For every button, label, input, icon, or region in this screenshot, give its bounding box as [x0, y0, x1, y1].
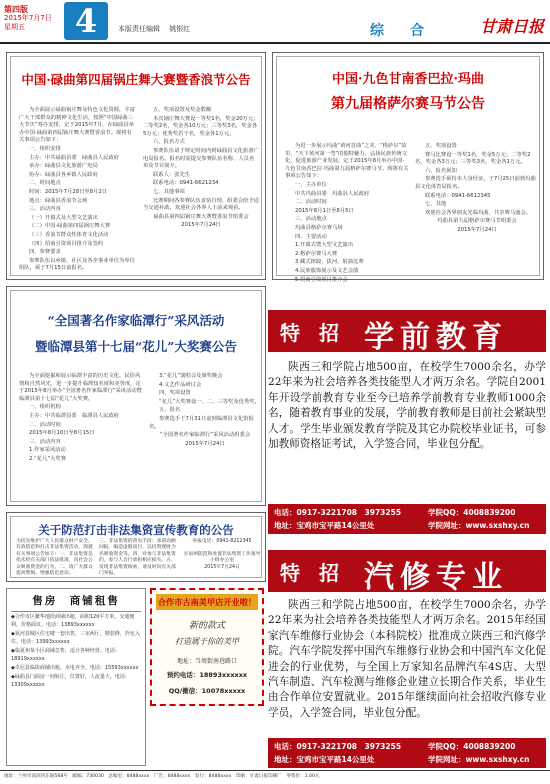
ad-address: 地址：宝鸡市宝平路14公里处 — [274, 521, 375, 530]
paragraph: 中共玛曲县委 玛曲县人民政府 — [295, 190, 370, 197]
paragraph: 2015年8月1日至8月5日 — [295, 207, 354, 214]
classifieds-list — [11, 613, 143, 763]
page-number: 4 — [64, 2, 108, 40]
auto-repair-ad-body: 陕西三和学院占地500亩，在校学生7000余名，办学22年来为社会培养各类技能型人才两万余名。2015年经国家汽车维修行业协会（本科院校）批准成立陕西三和汽修学院。汽车学院发挥中国汽车维修行业协会和中国汽车文化促进会的行业优势，与全国上万家知名品牌汽车4S店、大型汽车制造、汽车检测与维修企业建立长期合作关系，毕业生由合作单位安置就业。2015年继续面向社会招收汽修专业学员，入学签合同，毕业包分配。 — [268, 599, 546, 719]
ad-phone: 电话：0917-3221708 3973255 — [274, 742, 402, 751]
classified-item: ◆碌曲县门面房一间转让，位置好，人流量大。电话：13309xxxxxx — [11, 674, 130, 688]
paragraph: 四、主要活动 — [295, 233, 327, 240]
paragraph: 二、时间地点 — [29, 180, 61, 187]
paragraph: 联系电话：0941-6612345 — [425, 192, 491, 199]
ad-slogan: 打造属于你的美甲 — [175, 637, 239, 646]
paragraph: 五、奖项设置及奖金数额 — [153, 107, 212, 113]
ad-qq: 学院QQ：4008839200 — [428, 742, 516, 751]
paragraph: 比赛期间各参赛队伍食宿自理，组委会给予适当交通补助。欢迎社会各界人士前来观看。 — [143, 197, 259, 212]
paragraph: （一）开幕式及大型文艺演出 — [29, 214, 98, 221]
notice-col1: 为切实维护广大人民群众财产安全，有效防范和打击非法集资活动，现就有关事项公告如下：一、非法集资是指未经有关部门依法批准，向社会公众吸收资金的行为。二、请广大群众提高警惕，增强防范意识。 — [16, 539, 93, 577]
ad-qq: QQ/微信：10078xxxxx — [168, 687, 246, 695]
paragraph: 为全面展示碌曲锅庄舞及特色文化资源，丰富广大干部群众的精神文化生活，按照“中国碌曲三大节庆”筹办安排，定于2015年7月，在碌曲县举办中国·碌曲第四届锅庄舞大赛暨香浪节。现将有关事项公告如下： — [19, 107, 135, 144]
announcement-title-line1: “全国著名作家临潭行”采风活动 — [47, 313, 225, 328]
ad-address: 地址：宝鸡市宝平路14公里处 — [274, 755, 375, 764]
announcement-body-col1 — [285, 143, 409, 283]
paragraph: 欢迎社会各界朋友光临玛曲，共享赛马盛会。 — [425, 209, 531, 216]
announcement-title: 中国·碌曲第四届锅庄舞大赛暨香浪节公告 — [21, 72, 251, 87]
paragraph: （二）中国·碌曲第四届锅庄舞大赛 — [29, 223, 111, 230]
ad-website: 学院网址：www.sxshxy.cn — [428, 755, 530, 764]
paragraph: “花儿”大奖赛设一、二、三等奖及优秀奖。 — [159, 398, 260, 405]
announcement-body-col1 — [19, 373, 143, 501]
signature: 碌曲县第四届锅庄舞大赛暨香浪节组委会 — [153, 213, 249, 220]
classified-item: ◆卓尼县临街商铺出租，水电齐全。电话：15593xxxxxx — [11, 665, 139, 671]
paragraph: 三、活动内容 — [29, 206, 61, 213]
editor-credit: 本版责任编辑 姚银红 — [118, 25, 191, 33]
paragraph: 六、报名方式 — [153, 139, 185, 146]
notice-col3: 举报电话：0941-8212345 甘南州防范和处置非法集资工作领导小组办公室 2015年7月24日 — [183, 539, 261, 570]
paragraph: 四、奖项设置 — [159, 390, 191, 397]
paragraph: 三、活动内容 — [29, 438, 61, 445]
paragraph: 1.开幕式暨大型文艺演出 — [295, 242, 354, 249]
paragraph: 2.“花儿”大奖赛 — [29, 455, 67, 462]
classified-item: ◆临夏州某小区商铺急售，适合各种经营。电话：18919xxxxxx — [11, 648, 120, 662]
paragraph: （四）招商引资项目推介及签约 — [29, 240, 104, 247]
paragraph: 时间：2015年7月28日至8月2日 — [29, 188, 108, 195]
announcement-title-line2: 第九届格萨尔赛马节公告 — [331, 96, 485, 112]
announcement-body-col1 — [19, 107, 137, 275]
paragraph: 参赛选手于7月31日前到临潭县文化馆报名。 — [149, 415, 254, 430]
paragraph: 七、其他事项 — [153, 188, 185, 195]
paragraph: （三）香浪节群众性体育文化活动 — [29, 231, 109, 238]
divider — [11, 611, 141, 612]
paragraph: 五、报名 — [159, 407, 181, 414]
ad-title: 合作市古南美甲店开业啦！ — [156, 594, 258, 610]
announcement-body-col2 — [149, 373, 261, 501]
date-line: 2015年7月24日 — [457, 226, 497, 233]
announcement-title-line1: 中国·九色甘南香巴拉·玛曲 — [331, 72, 485, 87]
paragraph: 为进一步展示玛曲“黄河首曲”之美、“格萨尔”故里、“天下黄河第一弯”的独特魅力，弘扬民族传统文化，促进旅游产业发展，定于2015年8月举办中国·九色甘南香巴拉·玛曲第九届格萨尔赛马节。现将有关事项公告如下： — [285, 143, 409, 180]
paragraph: 本次锅庄舞大赛设一等奖1名，奖金20万元；二等奖2名，奖金各10万元；三等奖3名，奖金各5万元；优秀奖若干名，奖金各1万元。 — [143, 115, 259, 137]
ad-phone: 预约电话：18893xxxxxx — [166, 671, 248, 679]
notice-col2: 三、非法集资的常见手段：承诺高额回报、编造虚假项目、以投资理财为名吸收资金等。四、对参与非法集资的，参与人自行承担相应损失。五、发现非法集资线索，请及时向有关部门举报。 — [99, 539, 176, 577]
preschool-ad-contact — [268, 504, 546, 534]
maqu-announcement — [272, 52, 544, 283]
auto-repair-ad-contact — [268, 738, 546, 768]
paragraph: 3.“花儿”演唱会及颁奖晚会 — [159, 373, 223, 379]
announcement-title-line2: 暨临潭县第十七届“花儿”大奖赛公告 — [35, 339, 237, 354]
paragraph: 二、活动时间 — [295, 199, 327, 206]
paragraph: 1.作家采风活动 — [29, 447, 66, 454]
ad-phone: 电话：0917-3221708 3973255 — [274, 508, 402, 517]
paragraph: 联系电话：0941-6621234 — [153, 180, 219, 187]
signature: “全国著名作家临潭行”采风活动组委会 — [159, 432, 251, 439]
ad-address: 地址：当周街南巷路口 — [176, 658, 237, 665]
paragraph: 六、报名须知 — [425, 167, 457, 174]
signature: 玛曲县第九届格萨尔赛马节组委会 — [437, 218, 517, 225]
ad-qq: 学院QQ：4008839200 — [428, 508, 516, 517]
issue-weekday: 星期五 — [4, 23, 25, 31]
edition-label: 第四版 — [4, 5, 28, 14]
paragraph: 玛曲县格萨尔赛马场 — [295, 224, 343, 231]
paragraph: 主办：中共碌曲县委 碌曲县人民政府 — [29, 154, 120, 161]
lintan-announcement — [6, 286, 266, 506]
nail-salon-ad — [150, 588, 264, 706]
paragraph: 协办：碌曲县各乡镇人民政府 — [29, 171, 98, 178]
issue-date: 2015年7月7日 — [4, 14, 52, 22]
paragraph: 赛马比赛设一等奖1名，奖金5万元；二等奖2名，奖金各3万元；三等奖3名，奖金各1万元。 — [415, 151, 531, 166]
classified-item: ◆合作市区繁华地段商铺出租，面积120平方米，交通便利，价格面议。电话：13893xxxxxx — [11, 614, 135, 628]
classifieds-title: 售房 商铺租售 — [32, 595, 120, 607]
paragraph: 主办：中共临潭县委 临潭县人民政府 — [29, 412, 120, 419]
paragraph: 承办：碌曲县文化旅游广电局 — [29, 163, 98, 170]
paragraph: 参赛选手须持本人身份证，于7月25日前到玛曲县文化体育局报名。 — [415, 176, 536, 190]
ad-label: 特 招 — [280, 561, 345, 585]
paragraph: 参赛队伍请于规定时间内到碌曲县文化旅游广电局报名，报名时需提交参赛队伍名称、人员名单及节目简介。 — [143, 147, 259, 170]
date-line: 2015年7月24日 — [181, 222, 221, 229]
paragraph: 三、活动地点 — [295, 216, 327, 223]
paragraph: 5.招商引资项目推介会 — [295, 276, 348, 283]
paragraph: 2015年8月10日至8月15日 — [29, 430, 95, 437]
ad-heading: 学前教育 — [364, 320, 508, 355]
edition-info — [4, 5, 64, 32]
ad-website: 学院网址：www.sxshxy.cn — [428, 521, 530, 530]
notice-title: 关于防范打击非法集资宣传教育的公告 — [38, 523, 234, 537]
ad-heading: 汽修专业 — [364, 560, 508, 595]
announcement-body-col2 — [415, 143, 539, 273]
paragraph: 二、活动时间 — [29, 421, 61, 428]
announcement-body-col2 — [143, 107, 259, 275]
paragraph: 七、其他 — [425, 201, 447, 208]
section-title: 综 合 — [370, 23, 430, 39]
paragraph: 地点：碌曲县香浪节会场 — [29, 197, 88, 204]
paragraph: 4.民族服饰展示及文艺会演 — [295, 267, 359, 274]
paragraph: 3.藏式摔跤、拔河、射箭比赛 — [295, 259, 364, 266]
date-line: 2015年7月24日 — [185, 440, 225, 447]
auto-repair-ad-banner — [268, 550, 546, 595]
ad-label: 特 招 — [280, 321, 345, 345]
classifieds-box — [6, 588, 146, 766]
classified-item: ◆夏河县城区住宅楼一套出售，三室两厅，精装修，拎包入住。电话：13993xxxxxx — [11, 631, 140, 645]
preschool-ad-banner — [268, 310, 546, 355]
paragraph: 联系人：张先生 — [153, 171, 191, 178]
paragraph: 五、奖项设置 — [425, 143, 457, 149]
paragraph: 一、主办单位 — [295, 181, 327, 188]
paragraph: 4.文艺作品研讨会 — [159, 381, 202, 388]
paragraph: 2.格萨尔赛马大赛 — [295, 250, 338, 257]
paragraph: 参赛队伍以乡镇、社区及各企事业单位为单位组队，须于7月15日前报名。 — [19, 257, 135, 272]
paragraph: 一、组织机构 — [29, 404, 61, 411]
ad-subtitle: 新的款式 — [188, 621, 225, 631]
preschool-ad-body: 陕西三和学院占地500亩，在校学生7000余名，办学22年来为社会培养各类技能型人才两万余名。学院自2001年开设学前教育专业至今已培养学前教育专业教师1000余名，随着教育事业的发展，学前教育教师是目前社会紧缺型人才。学生毕业颁发教育学院及其它办院校毕业证书，可参加教师资格证考试，入学签合同，毕业包分配。 — [268, 361, 546, 451]
fundraising-notice — [6, 512, 266, 582]
luqu-announcement — [6, 52, 266, 280]
newspaper-masthead: 甘肃日报 — [479, 17, 544, 36]
paragraph: 为全面挖掘和展示临潭丰富的历史文化、民俗风情和自然风光，进一步提升临潭知名度和美誉度，定于2015年8月举办“全国著名作家临潭行”采风活动暨临潭县第十七届“花儿”大奖赛。 — [19, 373, 142, 402]
page-header — [0, 0, 550, 44]
paragraph: 四、参赛要求 — [29, 249, 61, 256]
page-footer: 地址：兰州市南滨河东路568号 邮编：730030 总编室：8488xxxx 广告：8488xxxx 发行：8488xxxx 印刷：甘肃日报印刷厂 零售价：1.00元 — [0, 770, 550, 784]
paragraph: 一、组织安排 — [29, 145, 61, 152]
